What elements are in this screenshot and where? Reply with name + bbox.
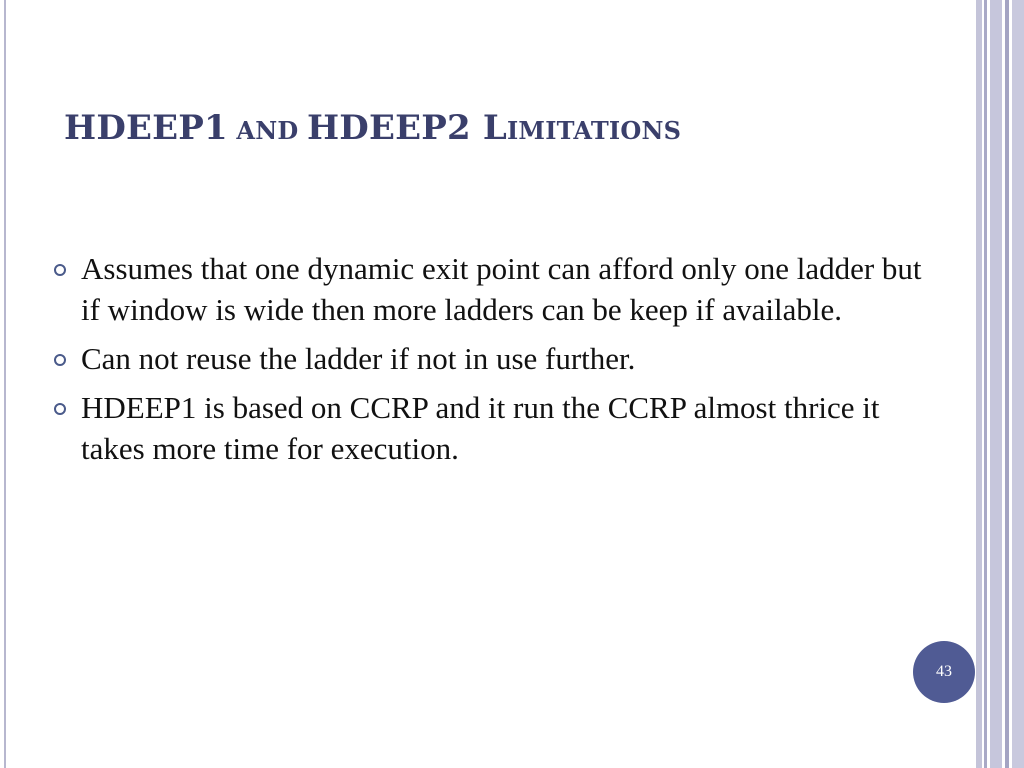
right-decor-stripe <box>984 0 987 768</box>
bullet-text: Can not reuse the ladder if not in use further. <box>81 341 636 376</box>
bullet-text: HDEEP1 is based on CCRP and it run the CCRP almost thrice it takes more time for execution. <box>81 390 880 466</box>
title-hdeep1: HDEEP1 <box>64 108 228 148</box>
bullet-circle-icon <box>54 264 66 276</box>
bullet-circle-icon <box>54 403 66 415</box>
title-and: AND <box>227 116 307 145</box>
right-decor-stripe <box>990 0 1002 768</box>
bullet-item <box>52 338 922 379</box>
page-number: 43 <box>936 663 952 680</box>
left-border-rule <box>4 0 6 768</box>
bullet-item <box>52 248 922 330</box>
bullet-text: Assumes that one dynamic exit point can afford only one ladder but if window is wide then more ladders can be keep if available. <box>81 251 922 327</box>
title-imitations: IMITATIONS <box>507 116 682 145</box>
right-decor-stripe <box>976 0 982 768</box>
bullet-list <box>52 248 922 477</box>
bullet-circle-icon <box>54 354 66 366</box>
bullet-item <box>52 387 922 469</box>
right-decor-stripe <box>1005 0 1009 768</box>
slide-title <box>64 108 681 148</box>
title-l: L <box>470 108 507 148</box>
page-number-badge <box>913 641 975 703</box>
right-decor-stripe <box>1012 0 1024 768</box>
title-hdeep2: HDEEP2 <box>306 108 471 148</box>
